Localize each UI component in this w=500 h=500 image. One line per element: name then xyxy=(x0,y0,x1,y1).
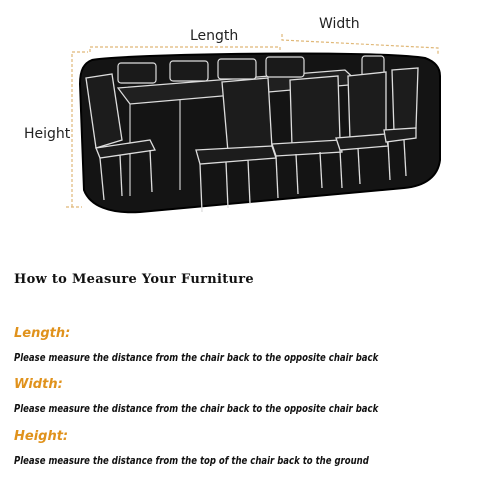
width-term: Width: xyxy=(14,377,63,392)
length-term: Length: xyxy=(14,326,71,341)
length-label: Length xyxy=(190,28,239,44)
height-term: Height: xyxy=(14,429,69,444)
cover-illustration xyxy=(0,0,500,230)
width-label: Width xyxy=(319,16,360,32)
length-description: Please measure the distance from the chair back to the opposite chair back xyxy=(14,351,379,364)
height-label: Height xyxy=(24,126,71,142)
furniture-cover-diagram xyxy=(0,0,500,230)
height-description: Please measure the distance from the top of the chair back to the ground xyxy=(14,454,369,467)
width-description: Please measure the distance from the chair back to the opposite chair back xyxy=(14,402,379,415)
guide-title: How to Measure Your Furniture xyxy=(14,272,254,287)
